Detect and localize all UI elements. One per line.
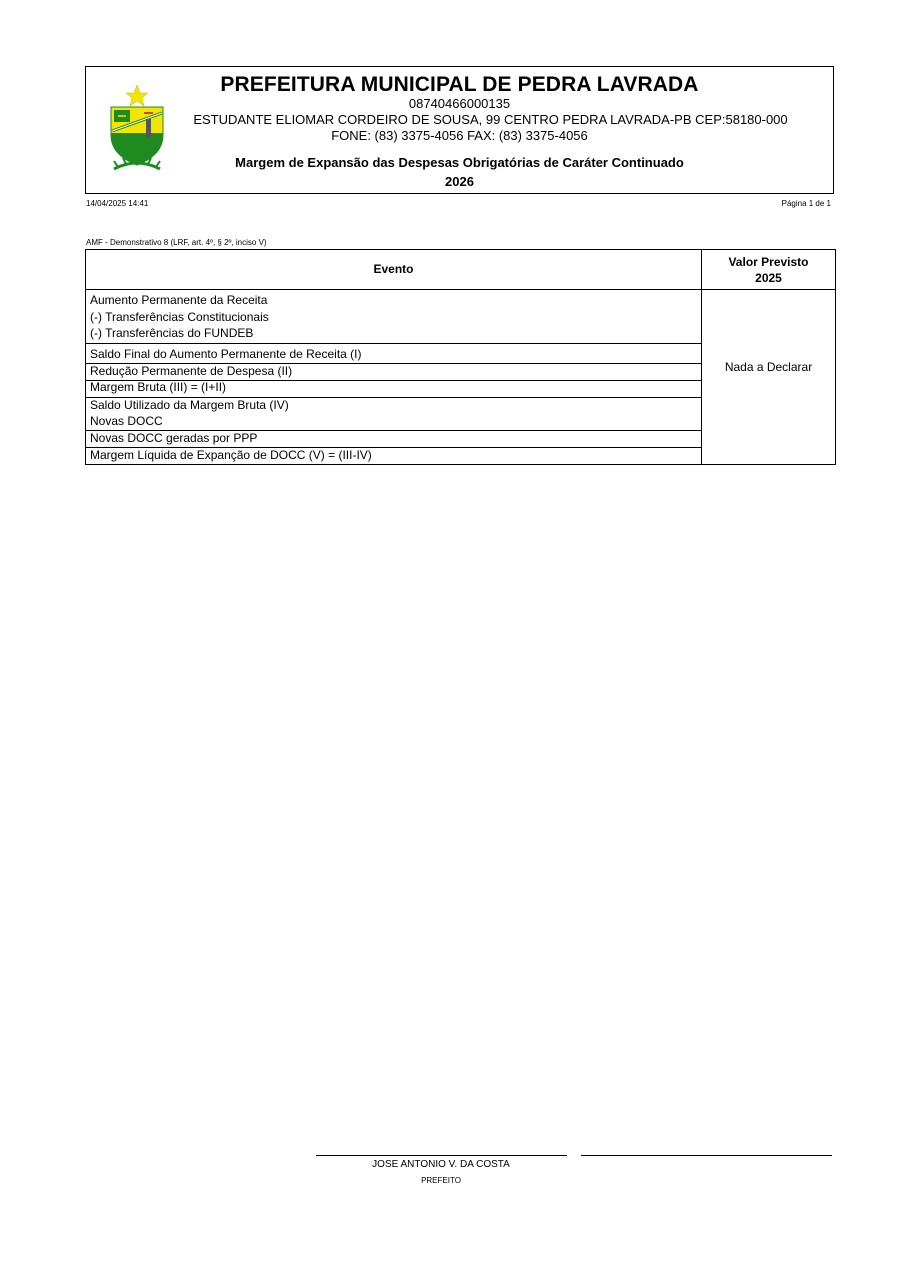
- signature-line-right: [581, 1155, 832, 1156]
- signatory-role: PREFEITO: [421, 1176, 461, 1185]
- legal-reference: AMF - Demonstrativo 8 (LRF, art. 4º, § 2º, inciso V): [86, 238, 267, 247]
- table-row: Novas DOCC geradas por PPP: [90, 431, 258, 445]
- table-row: Aumento Permanente da Receita: [90, 293, 268, 307]
- row-divider: [86, 343, 701, 344]
- table-row: (-) Transferências Constitucionais: [90, 310, 269, 324]
- column-header-value-label: Valor Previsto: [728, 255, 809, 269]
- address: ESTUDANTE ELIOMAR CORDEIRO DE SOUSA, 99 CENTRO PEDRA LAVRADA-PB CEP:58180-000: [193, 112, 788, 127]
- table-row: Margem Líquida de Expanção de DOCC (V) = (III-IV): [90, 448, 372, 462]
- org-name: PREFEITURA MUNICIPAL DE PEDRA LAVRADA: [220, 73, 699, 96]
- signatory-name: JOSE ANTONIO V. DA COSTA: [372, 1159, 510, 1170]
- report-year: 2026: [445, 174, 474, 189]
- report-header: [85, 66, 834, 194]
- value-cell: Nada a Declarar: [724, 360, 813, 374]
- table-row: Saldo Utilizado da Margem Bruta (IV): [90, 398, 289, 412]
- print-date: 14/04/2025 14:41: [86, 199, 149, 208]
- table-row: Margem Bruta (III) = (I+II): [90, 380, 227, 394]
- column-header-event: Evento: [373, 262, 414, 276]
- table-row: Redução Permanente de Despesa (II): [90, 364, 293, 378]
- header-divider: [86, 289, 835, 290]
- phone-fax: FONE: (83) 3375-4056 FAX: (83) 3375-4056: [331, 128, 588, 143]
- cnpj: 08740466000135: [408, 96, 511, 111]
- table-row: Novas DOCC: [90, 414, 163, 428]
- table-row: Saldo Final do Aumento Permanente de Receita (I): [90, 347, 362, 361]
- column-header-value: [702, 254, 835, 286]
- expansion-margin-table: [85, 249, 836, 465]
- table-row: (-) Transferências do FUNDEB: [90, 326, 254, 340]
- report-title: Margem de Expansão das Despesas Obrigatórias de Caráter Continuado: [235, 155, 684, 170]
- column-header-value-year: 2025: [755, 271, 782, 285]
- signature-line-left: [316, 1155, 567, 1156]
- page-number: Página 1 de 1: [781, 199, 831, 208]
